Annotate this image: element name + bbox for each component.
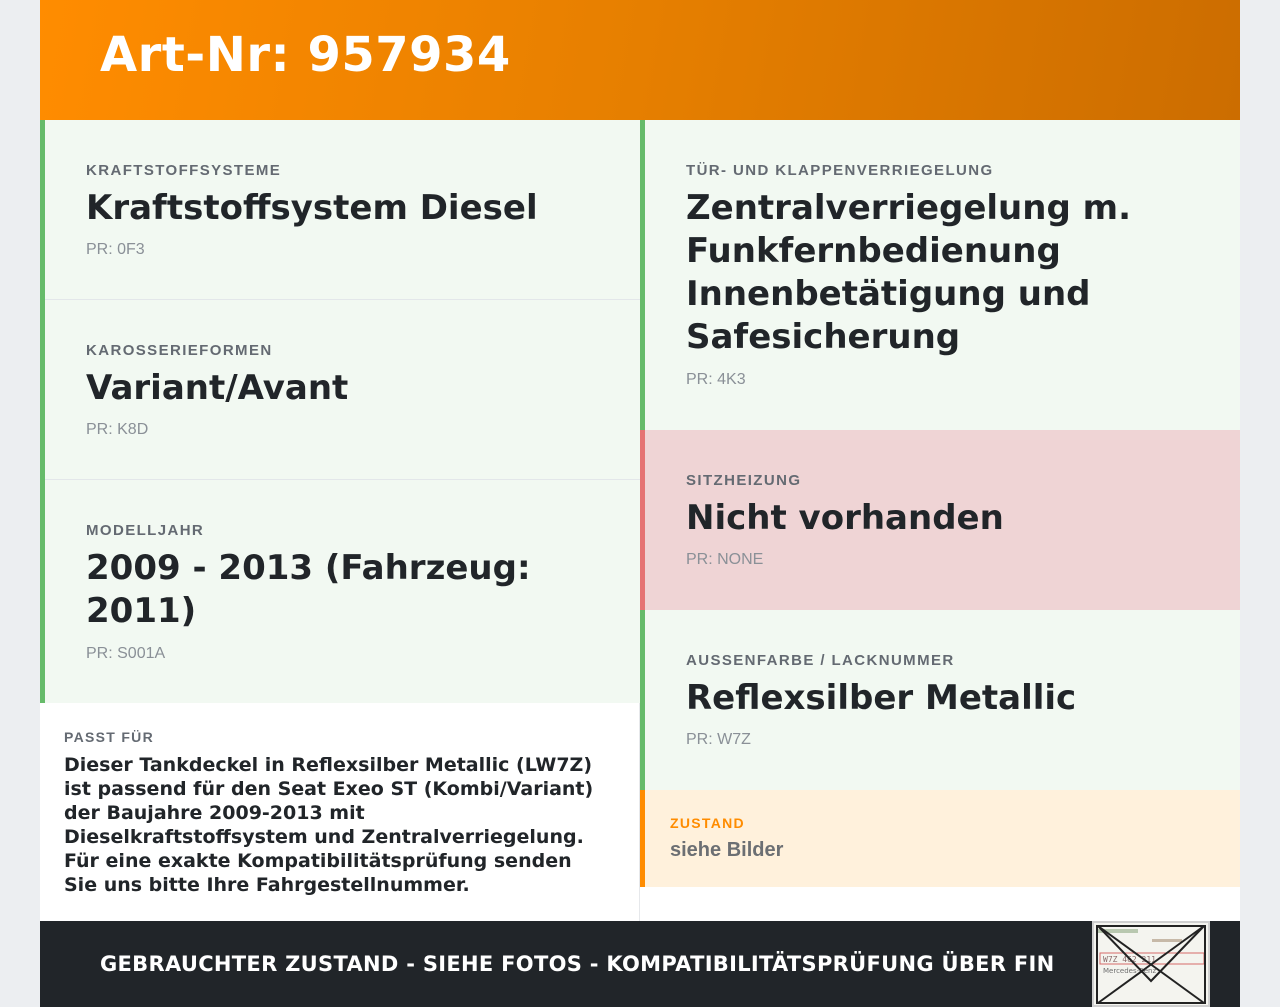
spec-value: Kraftstoffsystem Diesel: [86, 188, 538, 228]
spec-value: Nicht vorhanden: [686, 498, 1004, 538]
spec-value: Zentralverriegelung m. Funkfernbedienung Innenbetätigung und Safesicherung: [686, 188, 1131, 357]
spec-pr-code: PR: 4K3: [686, 371, 746, 388]
thumbnail-code: W7Z 462 211: [1103, 955, 1156, 964]
header-bar: [40, 0, 1240, 120]
spec-label: AUSSENFARBE / LACKNUMMER: [686, 652, 955, 669]
condition-label: ZUSTAND: [670, 815, 745, 831]
spec-value: Variant/Avant: [86, 368, 349, 408]
thumbnail-brand: Mercedes-Benz: [1103, 967, 1157, 975]
spec-exterior-color: [640, 610, 1240, 790]
spec-label: KRAFTSTOFFSYSTEME: [86, 162, 282, 179]
spec-label: MODELLJAHR: [86, 522, 205, 539]
spec-seat-heating: [640, 430, 1240, 610]
product-card: [40, 0, 1240, 1007]
fits-for-label: PASST FÜR: [64, 729, 154, 745]
spec-model-year: [40, 480, 640, 703]
article-number-title: Art-Nr: 957934: [100, 27, 511, 83]
spec-pr-code: PR: NONE: [686, 551, 764, 568]
footer-bar: [40, 921, 1240, 1007]
spec-value: Reflexsilber Metallic: [686, 678, 1077, 718]
spec-label: KAROSSERIEFORMEN: [86, 342, 273, 359]
spec-fuel-system: [40, 120, 640, 300]
part-label-photo-icon[interactable]: [1092, 921, 1210, 1007]
condition-section: [640, 790, 1240, 887]
footer-text: GEBRAUCHTER ZUSTAND - SIEHE FOTOS - KOMPATIBILITÄTSPRÜFUNG ÜBER FIN: [100, 952, 1055, 976]
spec-label: SITZHEIZUNG: [686, 472, 802, 489]
spec-body-style: [40, 300, 640, 480]
spec-value: 2009 - 2013 (Fahrzeug: 2011): [86, 548, 531, 631]
spec-door-locking: [640, 120, 1240, 430]
spec-pr-code: PR: W7Z: [686, 731, 751, 748]
spec-label: TÜR- UND KLAPPENVERRIEGELUNG: [686, 162, 994, 179]
spec-pr-code: PR: 0F3: [86, 241, 145, 258]
spec-pr-code: PR: S001A: [86, 645, 166, 662]
fits-for-text: Dieser Tankdeckel in Reflexsilber Metallic (LW7Z) ist passend für den Seat Exeo ST (Kombi/Variant) der Baujahre 2009-2013 mit Dieselkraftstoffsystem und Zentralverriegelung. Für eine exakte Kompatibilitätsprüfung senden Sie uns bitte Ihre Fahrgestellnummer.: [64, 754, 594, 896]
part-photo-thumbnail: [1094, 923, 1208, 1005]
condition-value: siehe Bilder: [670, 839, 784, 861]
spec-pr-code: PR: K8D: [86, 421, 149, 438]
fits-for-section: [40, 703, 640, 921]
